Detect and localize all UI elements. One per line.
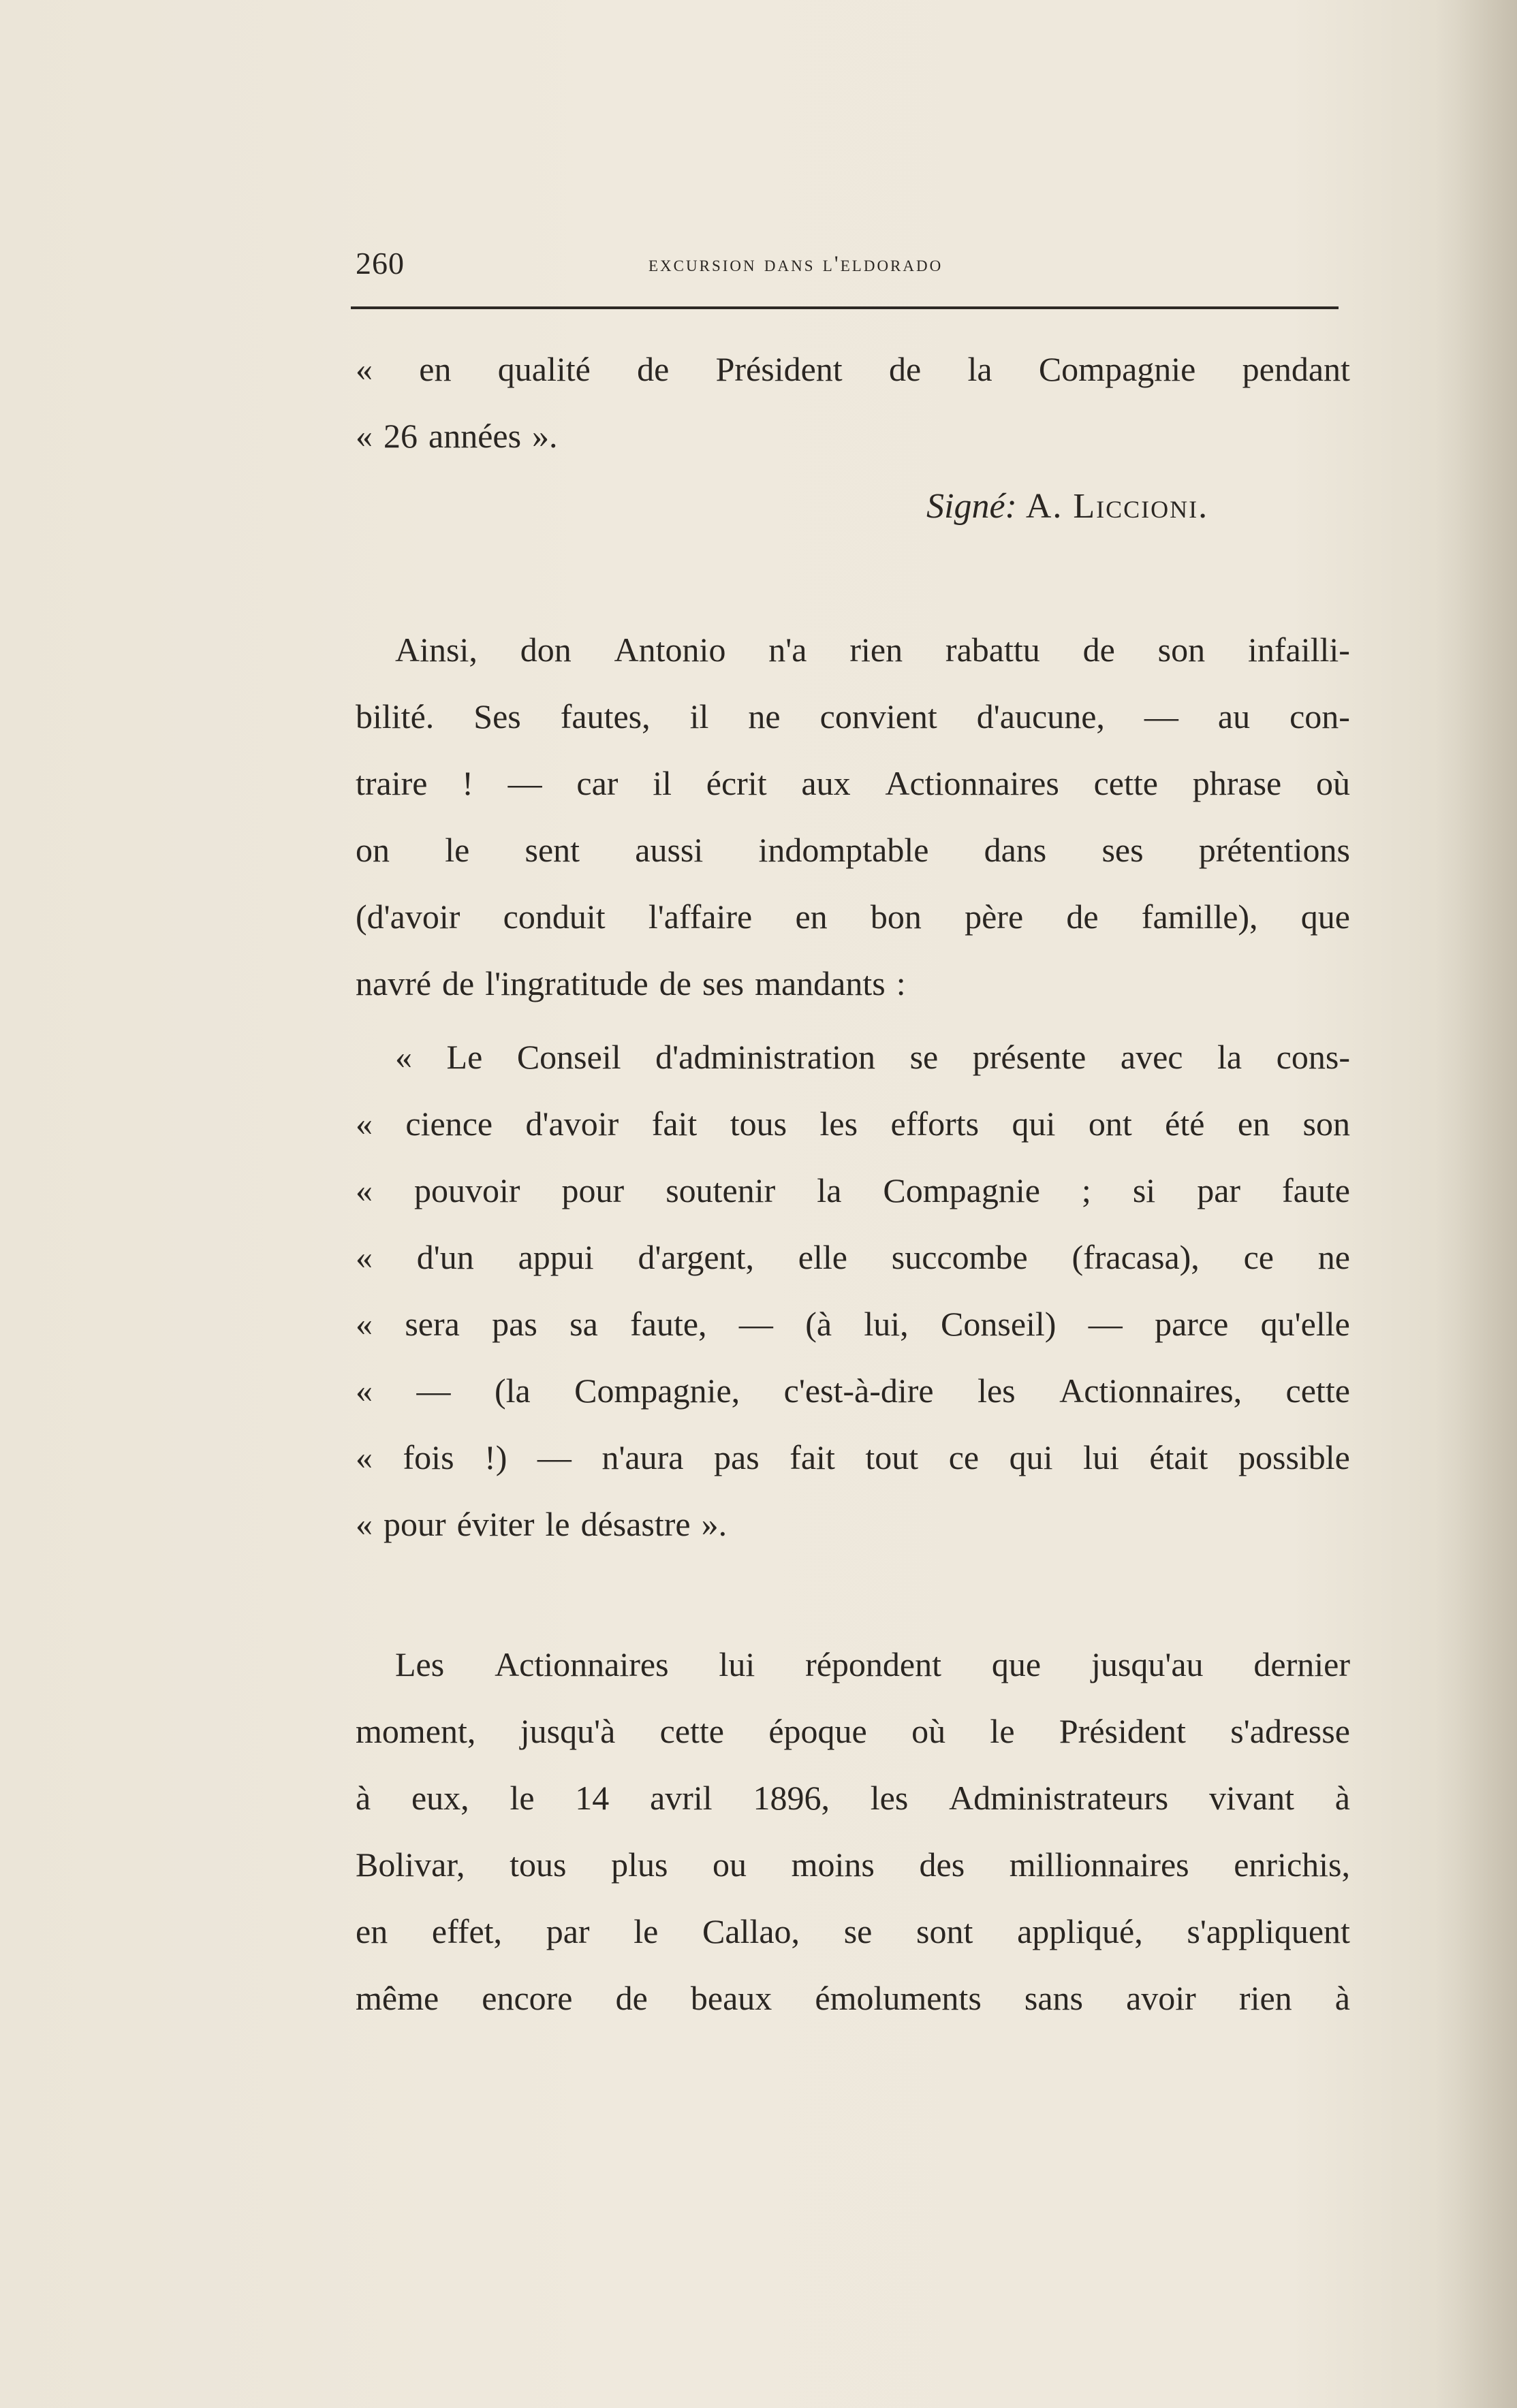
word: Ses: [473, 697, 521, 735]
word: Les: [395, 1645, 445, 1683]
text-line: [356, 1844, 1350, 1885]
word: émoluments: [815, 1979, 982, 2017]
word: était: [1149, 1438, 1208, 1476]
word: infailli-: [1247, 631, 1350, 669]
word: pouvoir: [414, 1171, 520, 1209]
word: (d'avoir: [356, 898, 460, 936]
text-line: [395, 1644, 1350, 1685]
word: de: [659, 964, 691, 1002]
text-line: [356, 1170, 1350, 1211]
word: la: [967, 350, 992, 388]
word: si: [1132, 1171, 1156, 1209]
word: bon: [870, 898, 922, 936]
word: répondent: [805, 1645, 942, 1683]
word: cette: [1285, 1372, 1350, 1410]
word: «: [356, 350, 373, 388]
word: !: [462, 764, 473, 802]
word: dernier: [1253, 1645, 1350, 1683]
word: à: [1334, 1979, 1350, 2017]
word: ».: [532, 417, 558, 455]
word: Conseil): [941, 1305, 1057, 1343]
word: le: [634, 1912, 659, 1950]
word: dans: [984, 831, 1047, 869]
word: rabattu: [945, 631, 1040, 669]
word: lui: [1083, 1438, 1119, 1476]
word: années: [428, 417, 522, 455]
word: rien: [1238, 1979, 1292, 2017]
word: —: [1144, 697, 1178, 735]
word: tous: [510, 1845, 567, 1884]
word: conduit: [503, 898, 606, 936]
word: n'aura: [601, 1438, 684, 1476]
word: ce: [948, 1438, 980, 1476]
word: efforts: [890, 1105, 980, 1143]
word: on: [356, 831, 390, 869]
word: pas: [492, 1305, 537, 1343]
word: —: [537, 1438, 572, 1476]
word: Compagnie: [1038, 350, 1196, 388]
word: lui: [719, 1645, 755, 1683]
word: des: [919, 1845, 965, 1884]
word: Le: [446, 1038, 483, 1076]
word: aussi: [635, 831, 704, 869]
word: de: [615, 1979, 648, 2017]
word: époque: [768, 1712, 867, 1750]
word: d'administration: [655, 1038, 876, 1076]
word: sans: [1024, 1979, 1083, 2017]
word: «: [356, 417, 373, 455]
word: rien: [849, 631, 903, 669]
word: l'affaire: [648, 898, 753, 936]
word: indomptable: [758, 831, 929, 869]
word: jusqu'à: [520, 1712, 616, 1750]
word: tout: [865, 1438, 919, 1476]
word: 14: [575, 1779, 610, 1817]
text-line: [356, 963, 1350, 1004]
word: d'argent,: [638, 1238, 754, 1276]
word: avoir: [1126, 1979, 1196, 2017]
word: ou: [713, 1845, 747, 1884]
word: Bolivar,: [356, 1845, 465, 1884]
text-line: [395, 629, 1350, 670]
text-line: [356, 1237, 1350, 1278]
word: son: [1157, 631, 1206, 669]
word: millionnaires: [1009, 1845, 1189, 1884]
text-line: [356, 1777, 1350, 1818]
word: le: [510, 1779, 535, 1817]
word: fois: [403, 1438, 454, 1476]
word: moins: [791, 1845, 875, 1884]
word: cons-: [1276, 1038, 1350, 1076]
word: aux: [801, 764, 851, 802]
word: faute: [1282, 1171, 1350, 1209]
word: pour: [561, 1171, 625, 1209]
word: (la: [494, 1372, 531, 1410]
word: même: [356, 1979, 439, 2017]
word: par: [546, 1912, 590, 1950]
word: faute,: [630, 1305, 707, 1343]
word: il: [653, 764, 672, 802]
word: (à: [805, 1305, 832, 1343]
word: 26: [384, 417, 418, 455]
word: «: [356, 1105, 373, 1143]
word: elle: [798, 1238, 847, 1276]
word: avril: [650, 1779, 713, 1817]
word: c'est-à-dire: [783, 1372, 934, 1410]
word: été: [1165, 1105, 1205, 1143]
word: eux,: [411, 1779, 469, 1817]
word: qualité: [497, 350, 591, 388]
word: par: [1197, 1171, 1241, 1209]
word: la: [817, 1171, 842, 1209]
word: de: [637, 350, 670, 388]
word: l'ingratitude: [485, 964, 648, 1002]
word: bilité.: [356, 697, 435, 735]
word: «: [356, 1438, 373, 1476]
word: «: [356, 1305, 373, 1343]
word: avec: [1120, 1038, 1183, 1076]
header-rule: [351, 306, 1339, 309]
word: où: [1316, 764, 1350, 802]
word: d'aucune,: [976, 697, 1105, 735]
word: Ainsi,: [395, 631, 478, 669]
word: effet,: [431, 1912, 503, 1950]
word: famille),: [1141, 898, 1258, 936]
word: se: [843, 1912, 873, 1950]
word: prétentions: [1198, 831, 1350, 869]
text-line: [356, 896, 1350, 937]
word: fait: [651, 1105, 698, 1143]
word: convient: [819, 697, 937, 735]
word: Conseil: [516, 1038, 621, 1076]
word: pour: [384, 1505, 446, 1543]
word: d'avoir: [525, 1105, 619, 1143]
word: sera: [405, 1305, 460, 1343]
word: moment,: [356, 1712, 476, 1750]
word: phrase: [1192, 764, 1282, 802]
word: !): [484, 1438, 507, 1476]
text-line: [356, 1437, 1350, 1478]
word: éviter: [456, 1505, 535, 1543]
text-line: [356, 415, 1350, 456]
text-line: [356, 763, 1350, 804]
word: Actionnaires: [495, 1645, 669, 1683]
word: écrit: [706, 764, 767, 802]
word: cience: [405, 1105, 493, 1143]
running-head: [356, 245, 1336, 293]
text-line: [356, 1978, 1350, 2018]
signatory-name: A. Liccioni.: [1025, 487, 1209, 526]
word: à: [1334, 1779, 1350, 1817]
word: «: [356, 1171, 373, 1209]
word: :: [896, 964, 906, 1002]
word: le: [445, 831, 470, 869]
word: navré: [356, 964, 432, 1002]
word: succombe: [891, 1238, 1028, 1276]
word: s'adresse: [1230, 1712, 1350, 1750]
word: d'un: [416, 1238, 474, 1276]
word: possible: [1238, 1438, 1350, 1476]
word: «: [395, 1038, 412, 1076]
word: où: [911, 1712, 946, 1750]
word: appui: [518, 1238, 594, 1276]
text-line: [356, 829, 1350, 870]
word: con-: [1289, 697, 1350, 735]
word: son: [1302, 1105, 1350, 1143]
word: de: [888, 350, 922, 388]
word: enrichis,: [1234, 1845, 1350, 1884]
word: Président: [715, 350, 843, 388]
word: —: [416, 1372, 451, 1410]
word: pas: [714, 1438, 760, 1476]
word: ses: [1101, 831, 1144, 869]
word: parce: [1155, 1305, 1229, 1343]
word: jusqu'au: [1091, 1645, 1204, 1683]
word: mandants: [755, 964, 886, 1002]
text-line: [356, 1711, 1350, 1752]
word: «: [356, 1505, 373, 1543]
word: sont: [916, 1912, 973, 1950]
word: don: [520, 631, 572, 669]
spine-shadow: [1435, 0, 1517, 2408]
word: les: [978, 1372, 1016, 1410]
word: les: [819, 1105, 858, 1143]
word: présente: [972, 1038, 1086, 1076]
text-line: [356, 1370, 1350, 1411]
word: —: [1088, 1305, 1123, 1343]
word: qui: [1009, 1438, 1053, 1476]
word: fautes,: [560, 697, 651, 735]
word: cette: [1093, 764, 1158, 802]
word: —: [738, 1305, 773, 1343]
word: pendant: [1242, 350, 1350, 388]
word: ne: [748, 697, 781, 735]
word: de: [442, 964, 475, 1002]
word: ».: [701, 1505, 728, 1543]
word: au: [1217, 697, 1251, 735]
word: que: [1300, 898, 1350, 936]
text-line: [395, 1036, 1350, 1077]
word: ce: [1243, 1238, 1274, 1276]
word: Callao,: [702, 1912, 800, 1950]
page-number: 260: [356, 246, 405, 281]
text-line: [356, 696, 1350, 737]
word: en: [419, 350, 452, 388]
running-title: excursion dans l'eldorado: [648, 252, 943, 276]
word: (fracasa),: [1072, 1238, 1200, 1276]
word: fait: [789, 1438, 835, 1476]
word: ont: [1088, 1105, 1132, 1143]
word: traire: [356, 764, 428, 802]
word: beaux: [690, 1979, 772, 2017]
word: Actionnaires: [885, 764, 1059, 802]
word: Administrateurs: [949, 1779, 1169, 1817]
word: Compagnie: [883, 1171, 1040, 1209]
word: Actionnaires,: [1059, 1372, 1242, 1410]
word: cette: [659, 1712, 724, 1750]
word: Compagnie,: [574, 1372, 740, 1410]
word: Président: [1059, 1712, 1186, 1750]
word: s'appliquent: [1187, 1912, 1350, 1950]
word: que: [991, 1645, 1042, 1683]
word: père: [965, 898, 1024, 936]
word: ;: [1081, 1171, 1091, 1209]
word: il: [689, 697, 709, 735]
word: encore: [482, 1979, 573, 2017]
word: «: [356, 1372, 373, 1410]
word: se: [909, 1038, 939, 1076]
word: soutenir: [666, 1171, 776, 1209]
word: en: [1237, 1105, 1270, 1143]
word: appliqué,: [1017, 1912, 1143, 1950]
text-line: [356, 1911, 1350, 1952]
word: Antonio: [614, 631, 726, 669]
word: de: [1082, 631, 1115, 669]
text-line: [356, 1103, 1350, 1144]
word: ne: [1317, 1238, 1350, 1276]
text-line: [356, 1504, 1350, 1544]
word: désastre: [580, 1505, 691, 1543]
word: la: [1217, 1038, 1242, 1076]
word: qui: [1012, 1105, 1056, 1143]
word: les: [870, 1779, 909, 1817]
word: plus: [611, 1845, 668, 1884]
word: le: [990, 1712, 1015, 1750]
word: en: [795, 898, 828, 936]
word: 1896,: [753, 1779, 830, 1817]
word: lui,: [864, 1305, 909, 1343]
word: vivant: [1208, 1779, 1294, 1817]
word: qu'elle: [1260, 1305, 1350, 1343]
signed-label: Signé:: [926, 487, 1017, 526]
word: sent: [525, 831, 580, 869]
word: de: [1066, 898, 1099, 936]
word: n'a: [768, 631, 807, 669]
signature: [926, 486, 1208, 527]
word: en: [356, 1912, 388, 1950]
word: sa: [569, 1305, 598, 1343]
word: à: [356, 1779, 371, 1817]
word: «: [356, 1238, 373, 1276]
word: ses: [702, 964, 745, 1002]
word: car: [576, 764, 619, 802]
word: tous: [730, 1105, 787, 1143]
text-line: [356, 349, 1350, 390]
word: le: [545, 1505, 570, 1543]
text-line: [356, 1303, 1350, 1344]
word: —: [507, 764, 542, 802]
